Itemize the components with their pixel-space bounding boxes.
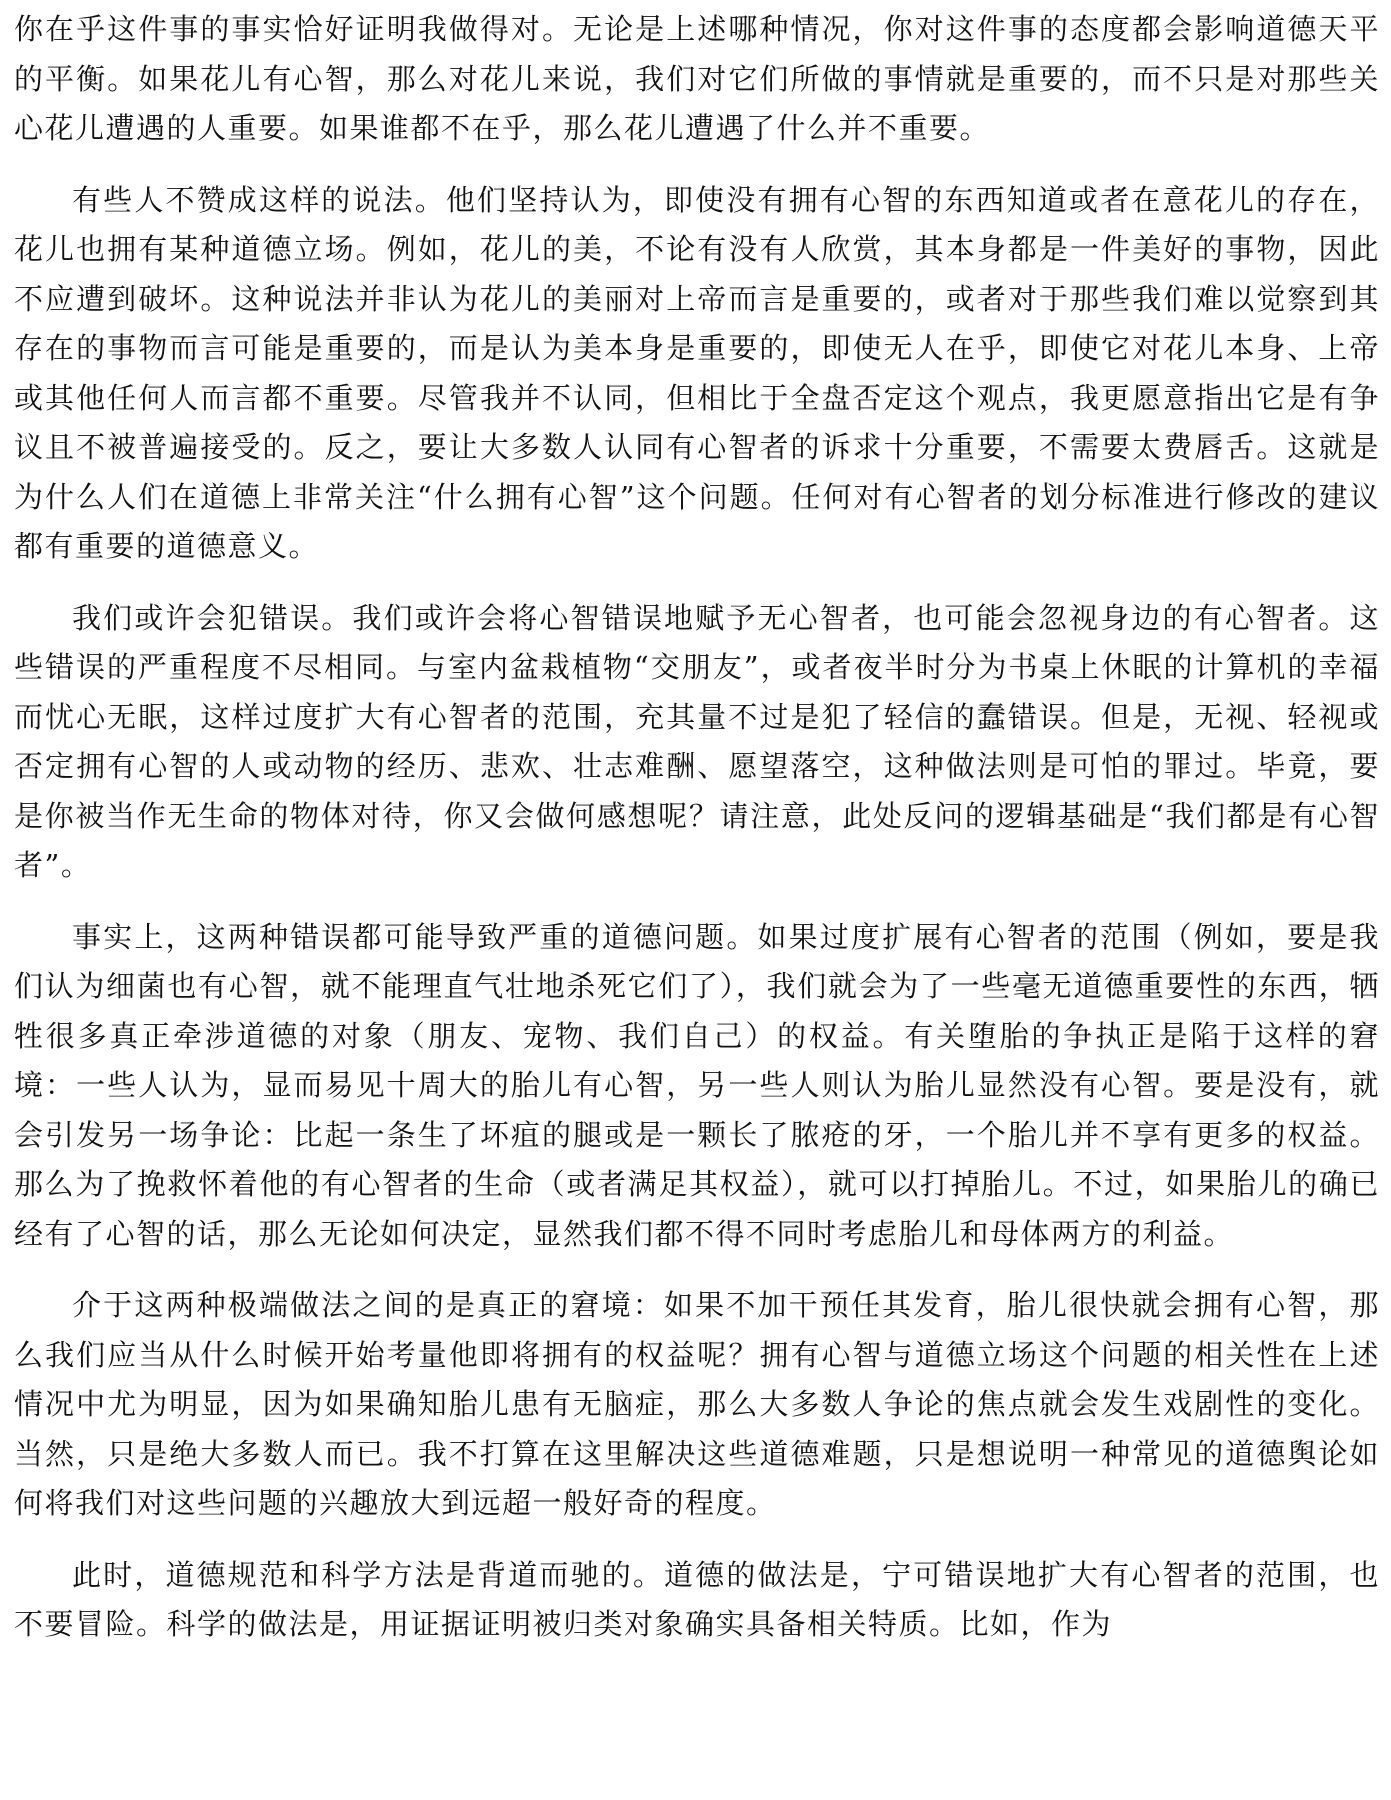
paragraph-4: 事实上，这两种错误都可能导致严重的道德问题。如果过度扩展有心智者的范围（例如，要是我们认为细菌也有心智，就不能理直气壮地杀死它们了），我们就会为了一些毫无道德重要性的东西，牺牲很多真正牵涉道德的对象（朋友、宠物、我们自己）的权益。有关堕胎的争执正是陷于这样的窘境：一些人认为，显而易见十周大的胎儿有心智，另一些人则认为胎儿显然没有心智。要是没有，就会引发另一场争论：比起一条生了坏疽的腿或是一颗长了脓疮的牙，一个胎儿并不享有更多的权益。那么为了挽救怀着他的有心智者的生命（或者满足其权益），就可以打掉胎儿。不过，如果胎儿的确已经有了心智的话，那么无论如何决定，显然我们都不得不同时考虑胎儿和母体两方的利益。: [14, 919, 1380, 1251]
paragraph-6: 此时，道德规范和科学方法是背道而驰的。道德的做法是，宁可错误地扩大有心智者的范围，也不要冒险。科学的做法是，用证据证明被归类对象确实具备相关特质。比如，作为: [14, 1557, 1380, 1641]
paragraph-5: 介于这两种极端做法之间的是真正的窘境：如果不加干预任其发育，胎儿很快就会拥有心智，那么我们应当从什么时候开始考量他即将拥有的权益呢？拥有心智与道德立场这个问题的相关性在上述情况中尤为明显，因为如果确知胎儿患有无脑症，那么大多数人争论的焦点就会发生戏剧性的变化。当然，只是绝大多数人而已。我不打算在这里解决这些道德难题，只是想说明一种常见的道德舆论如何将我们对这些问题的兴趣放大到远超一般好奇的程度。: [14, 1288, 1380, 1520]
paragraph-3: 我们或许会犯错误。我们或许会将心智错误地赋予无心智者，也可能会忽视身边的有心智者。这些错误的严重程度不尽相同。与室内盆栽植物“交朋友”，或者夜半时分为书桌上休眠的计算机的幸福而忧心无眠，这样过度扩大有心智者的范围，充其量不过是犯了轻信的蠢错误。但是，无视、轻视或否定拥有心智的人或动物的经历、悲欢、壮志难酬、愿望落空，这种做法则是可怕的罪过。毕竟，要是你被当作无生命的物体对待，你又会做何感想呢？请注意，此处反问的逻辑基础是“我们都是有心智者”。: [14, 600, 1380, 882]
document-page: [14, 0, 1380, 1800]
paragraph-2: 有些人不赞成这样的说法。他们坚持认为，即使没有拥有心智的东西知道或者在意花儿的存在，花儿也拥有某种道德立场。例如，花儿的美，不论有没有人欣赏，其本身都是一件美好的事物，因此不应遭到破坏。这种说法并非认为花儿的美丽对上帝而言是重要的，或者对于那些我们难以觉察到其存在的事物而言可能是重要的，而是认为美本身是重要的，即使无人在乎，即使它对花儿本身、上帝或其他任何人而言都不重要。尽管我并不认同，但相比于全盘否定这个观点，我更愿意指出它是有争议且不被普遍接受的。反之，要让大多数人认同有心智者的诉求十分重要，不需要太费唇舌。这就是为什么人们在道德上非常关注“什么拥有心智”这个问题。任何对有心智者的划分标准进行修改的建议都有重要的道德意义。: [14, 182, 1380, 563]
paragraph-1: 你在乎这件事的事实恰好证明我做得对。无论是上述哪种情况，你对这件事的态度都会影响道德天平的平衡。如果花儿有心智，那么对花儿来说，我们对它们所做的事情就是重要的，而不只是对那些关心花儿遭遇的人重要。如果谁都不在乎，那么花儿遭遇了什么并不重要。: [14, 12, 1380, 145]
